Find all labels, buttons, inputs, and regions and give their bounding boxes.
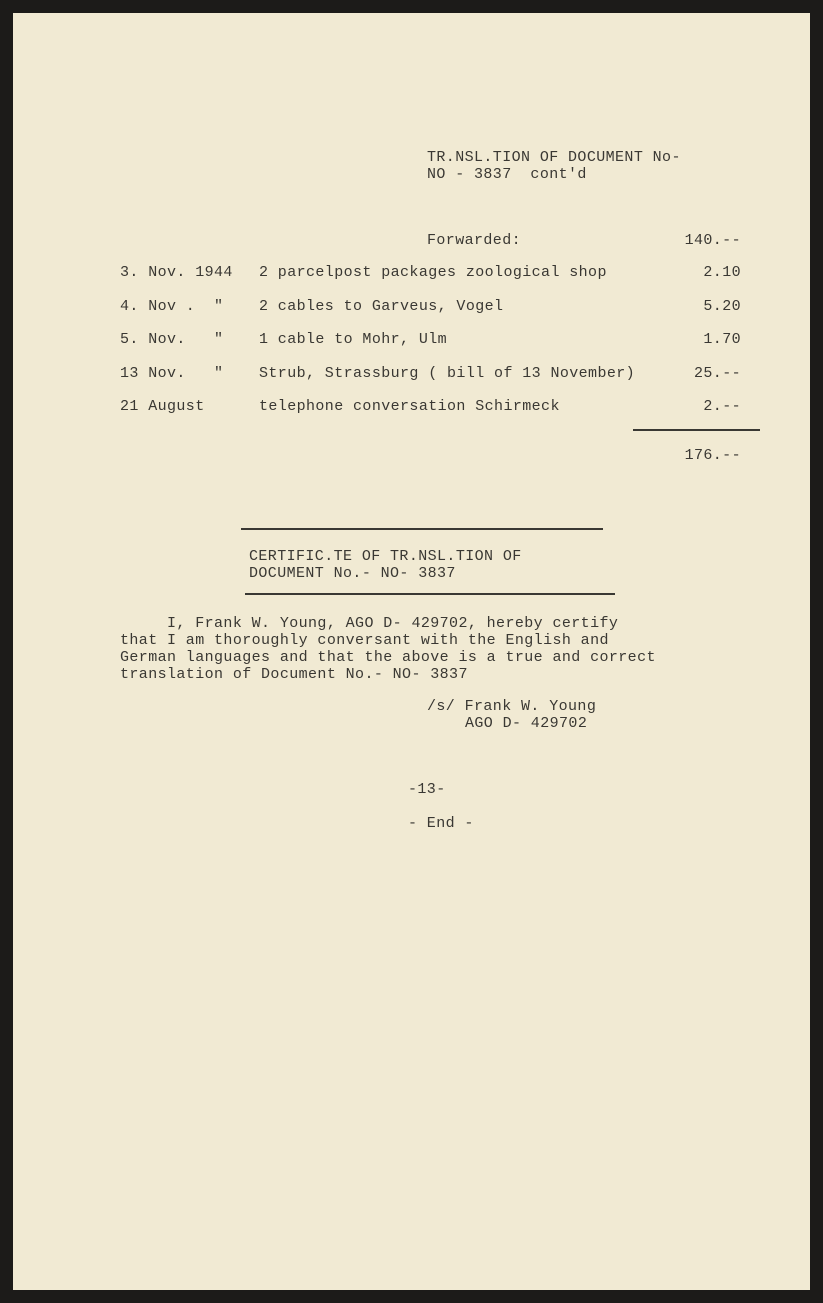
certificate-body-line: German languages and that the above is a true and correct	[120, 649, 656, 666]
entry-amount: 1.70	[703, 331, 741, 348]
entry-amount: 2.10	[703, 264, 741, 281]
signature-id: AGO D- 429702	[465, 715, 588, 732]
page-number: -13-	[408, 781, 446, 798]
entry-date: 3. Nov. 1944	[120, 264, 233, 281]
heading-line-1: TR.NSL.TION OF DOCUMENT No-	[427, 149, 681, 166]
certificate-title-2: DOCUMENT No.- NO- 3837	[249, 565, 456, 582]
signature: /s/ Frank W. Young	[427, 698, 597, 715]
entry-date: 13 Nov. "	[120, 365, 224, 382]
certificate-title-1: CERTIFIC.TE OF TR.NSL.TION OF	[249, 548, 522, 565]
entry-amount: 25.--	[693, 365, 741, 382]
entry-date: 21 August	[120, 398, 205, 415]
entry-description: 1 cable to Mohr, Ulm	[259, 331, 448, 348]
entry-amount: 2.--	[703, 398, 741, 415]
entry-amount: 5.20	[703, 298, 741, 315]
certificate-body-line: translation of Document No.- NO- 3837	[120, 666, 468, 683]
heading-line-2: NO - 3837 cont'd	[427, 166, 587, 183]
certificate-body-line: that I am thoroughly conversant with the English and	[120, 632, 609, 649]
entry-date: 5. Nov. "	[120, 331, 224, 348]
forwarded-label: Forwarded:	[427, 232, 522, 249]
end-mark: - End -	[408, 815, 474, 832]
certificate-top-rule	[241, 528, 603, 530]
entry-description: 2 parcelpost packages zoological shop	[259, 264, 607, 281]
entry-date: 4. Nov . "	[120, 298, 224, 315]
entry-description: 2 cables to Garveus, Vogel	[259, 298, 504, 315]
certificate-bottom-rule	[245, 593, 615, 595]
document-page	[13, 13, 810, 1290]
entry-description: Strub, Strassburg ( bill of 13 November)	[259, 365, 636, 382]
certificate-body-line: I, Frank W. Young, AGO D- 429702, hereby certify	[120, 615, 619, 632]
total-rule	[633, 429, 760, 431]
total-amount: 176.--	[684, 447, 741, 464]
forwarded-amount: 140.--	[684, 232, 741, 249]
entry-description: telephone conversation Schirmeck	[259, 398, 560, 415]
